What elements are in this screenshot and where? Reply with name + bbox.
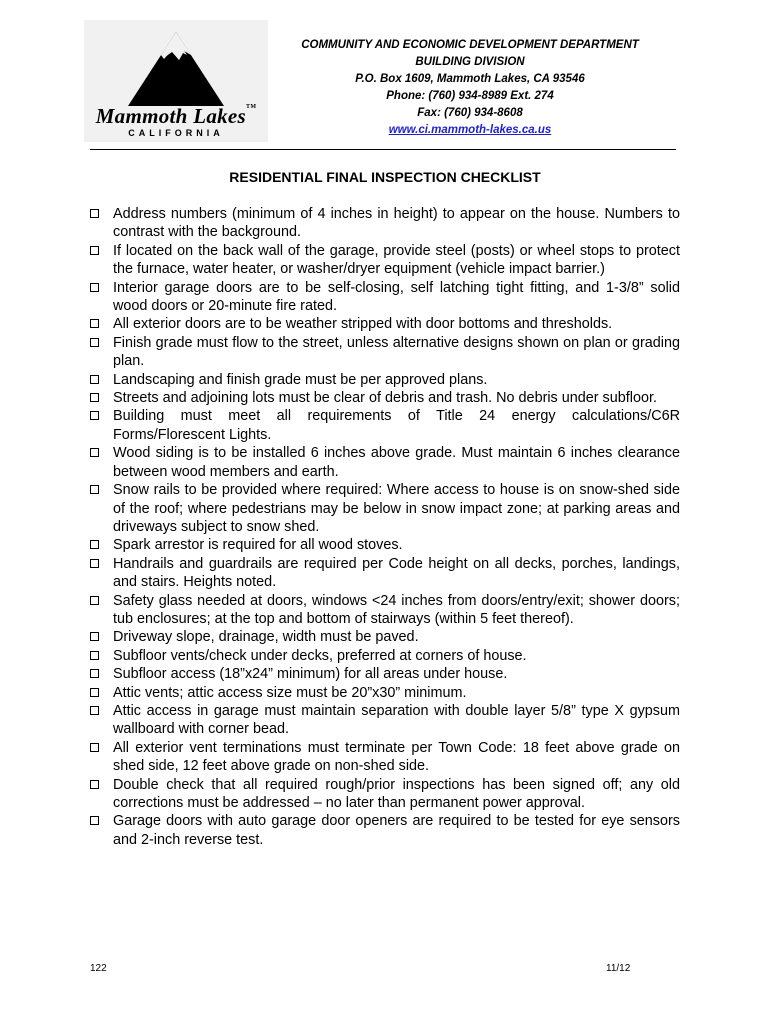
checklist-item-text: Building must meet all requirements of Title 24 energy calculations/C6R Forms/Florescent Lights. <box>113 408 680 443</box>
checklist-item-text: If located on the back wall of the garage, provide steel (posts) or wheel stops to protect the furnace, water heater, or washer/dryer equipment (vehicle impact barrier.) <box>113 242 680 278</box>
checklist-item <box>90 315 680 333</box>
checklist-item <box>90 279 680 316</box>
mammoth-lakes-logo <box>84 20 268 142</box>
checklist-item-text: Driveway slope, drainage, width must be paved. <box>113 629 419 646</box>
checklist-item-text: Spark arrestor is required for all wood stoves. <box>113 537 403 554</box>
checklist-item-text: Attic access in garage must maintain separation with double layer 5/8” type X gypsum wallboard with corner bead. <box>113 702 680 738</box>
checkbox-icon[interactable] <box>90 780 99 789</box>
checklist-item <box>90 739 680 776</box>
form-number: 122 <box>90 963 107 974</box>
checklist-item-text: Garage doors with auto garage door openers are required to be tested for eye sensors and 2-inch reverse test. <box>113 813 680 848</box>
header-phone: Phone: (760) 934-8989 Ext. 274 <box>386 90 554 102</box>
checklist-item-text: Address numbers (minimum of 4 inches in height) to appear on the house. Numbers to contrast with the background. <box>113 206 680 241</box>
checkbox-icon[interactable] <box>90 338 99 347</box>
checkbox-icon[interactable] <box>90 283 99 292</box>
revision-date: 11/12 <box>606 963 631 974</box>
checklist-item-text: Streets and adjoining lots must be clear of debris and trash. No debris under subfloor. <box>113 390 657 407</box>
checkbox-icon[interactable] <box>90 706 99 715</box>
checklist-item-text: Finish grade must flow to the street, unless alternative designs shown on plan or grading plan. <box>113 334 680 370</box>
checklist-item <box>90 702 680 739</box>
checklist-item <box>90 776 680 813</box>
department-header <box>268 37 672 139</box>
checkbox-icon[interactable] <box>90 393 99 402</box>
header-address: P.O. Box 1609, Mammoth Lakes, CA 93546 <box>355 73 585 85</box>
checklist-item <box>90 647 680 665</box>
mountain-icon <box>124 30 228 108</box>
header-website-link[interactable]: www.ci.mammoth-lakes.ca.us <box>388 124 552 136</box>
checkbox-icon[interactable] <box>90 209 99 218</box>
checkbox-icon[interactable] <box>90 411 99 420</box>
checklist-item <box>90 536 680 554</box>
checklist-item <box>90 242 680 279</box>
checklist-item <box>90 205 680 242</box>
checkbox-icon[interactable] <box>90 540 99 549</box>
checkbox-icon[interactable] <box>90 596 99 605</box>
checklist-item <box>90 665 680 683</box>
checkbox-icon[interactable] <box>90 669 99 678</box>
checklist-item <box>90 684 680 702</box>
header-department: COMMUNITY AND ECONOMIC DEVELOPMENT DEPARTMENT <box>301 39 639 51</box>
checklist-item-text: Attic vents; attic access size must be 20”x30” minimum. <box>113 684 467 701</box>
logo-state: CALIFORNIA <box>128 128 224 138</box>
checklist-item <box>90 334 680 371</box>
checklist-item-text: All exterior doors are to be weather stripped with door bottoms and thresholds. <box>113 316 613 333</box>
checklist-item-text: Landscaping and finish grade must be per approved plans. <box>113 371 488 388</box>
checklist-item-text: Handrails and guardrails are required per Code height on all decks, porches, landings, and stairs. Heights noted. <box>113 555 680 591</box>
checkbox-icon[interactable] <box>90 448 99 457</box>
checklist-item-text: Snow rails to be provided where required: Where access to house is on snow-shed side of the roof; where pedestrians may be below in snow impact zone; at parking areas and driveways subject to snow shed. <box>113 482 680 535</box>
logo-brand: Mammoth Lakes™ <box>95 104 257 128</box>
checklist-item <box>90 481 680 536</box>
checklist-item-text: Interior garage doors are to be self-closing, self latching tight fitting, and 1-3/8” solid wood doors or 20-minute fire rated. <box>113 279 680 315</box>
header-divider <box>90 149 676 150</box>
checklist-item <box>90 407 680 444</box>
header-division: BUILDING DIVISION <box>415 56 525 68</box>
checklist-item-text: Wood siding is to be installed 6 inches above grade. Must maintain 6 inches clearance between wood members and earth. <box>113 445 680 480</box>
checkbox-icon[interactable] <box>90 743 99 752</box>
checkbox-icon[interactable] <box>90 559 99 568</box>
checklist <box>90 205 680 849</box>
checklist-item <box>90 444 680 481</box>
checkbox-icon[interactable] <box>90 816 99 825</box>
page-title: RESIDENTIAL FINAL INSPECTION CHECKLIST <box>229 169 541 185</box>
checklist-item <box>90 592 680 629</box>
checkbox-icon[interactable] <box>90 319 99 328</box>
checklist-item-text: Subfloor vents/check under decks, preferred at corners of house. <box>113 647 527 664</box>
checklist-item <box>90 555 680 592</box>
checkbox-icon[interactable] <box>90 651 99 660</box>
checklist-item <box>90 628 680 646</box>
checklist-item <box>90 371 680 389</box>
checklist-item-text: Subfloor access (18”x24” minimum) for all areas under house. <box>113 666 508 683</box>
header-fax: Fax: (760) 934-8608 <box>417 107 523 119</box>
checklist-item-text: Double check that all required rough/prior inspections has been signed off; any old corrections must be addressed – no later than permanent power approval. <box>113 776 680 811</box>
checklist-item-text: Safety glass needed at doors, windows <24 inches from doors/entry/exit; shower doors; tub enclosures; at the top and bottom of stairways (within 5 feet thereof). <box>113 592 680 627</box>
checklist-item-text: All exterior vent terminations must terminate per Town Code: 18 feet above grade on shed side, 12 feet above grade on non-shed side. <box>113 739 680 775</box>
checkbox-icon[interactable] <box>90 246 99 255</box>
checklist-item <box>90 389 680 407</box>
checkbox-icon[interactable] <box>90 632 99 641</box>
checkbox-icon[interactable] <box>90 688 99 697</box>
checkbox-icon[interactable] <box>90 485 99 494</box>
checkbox-icon[interactable] <box>90 375 99 384</box>
checklist-item <box>90 812 680 849</box>
